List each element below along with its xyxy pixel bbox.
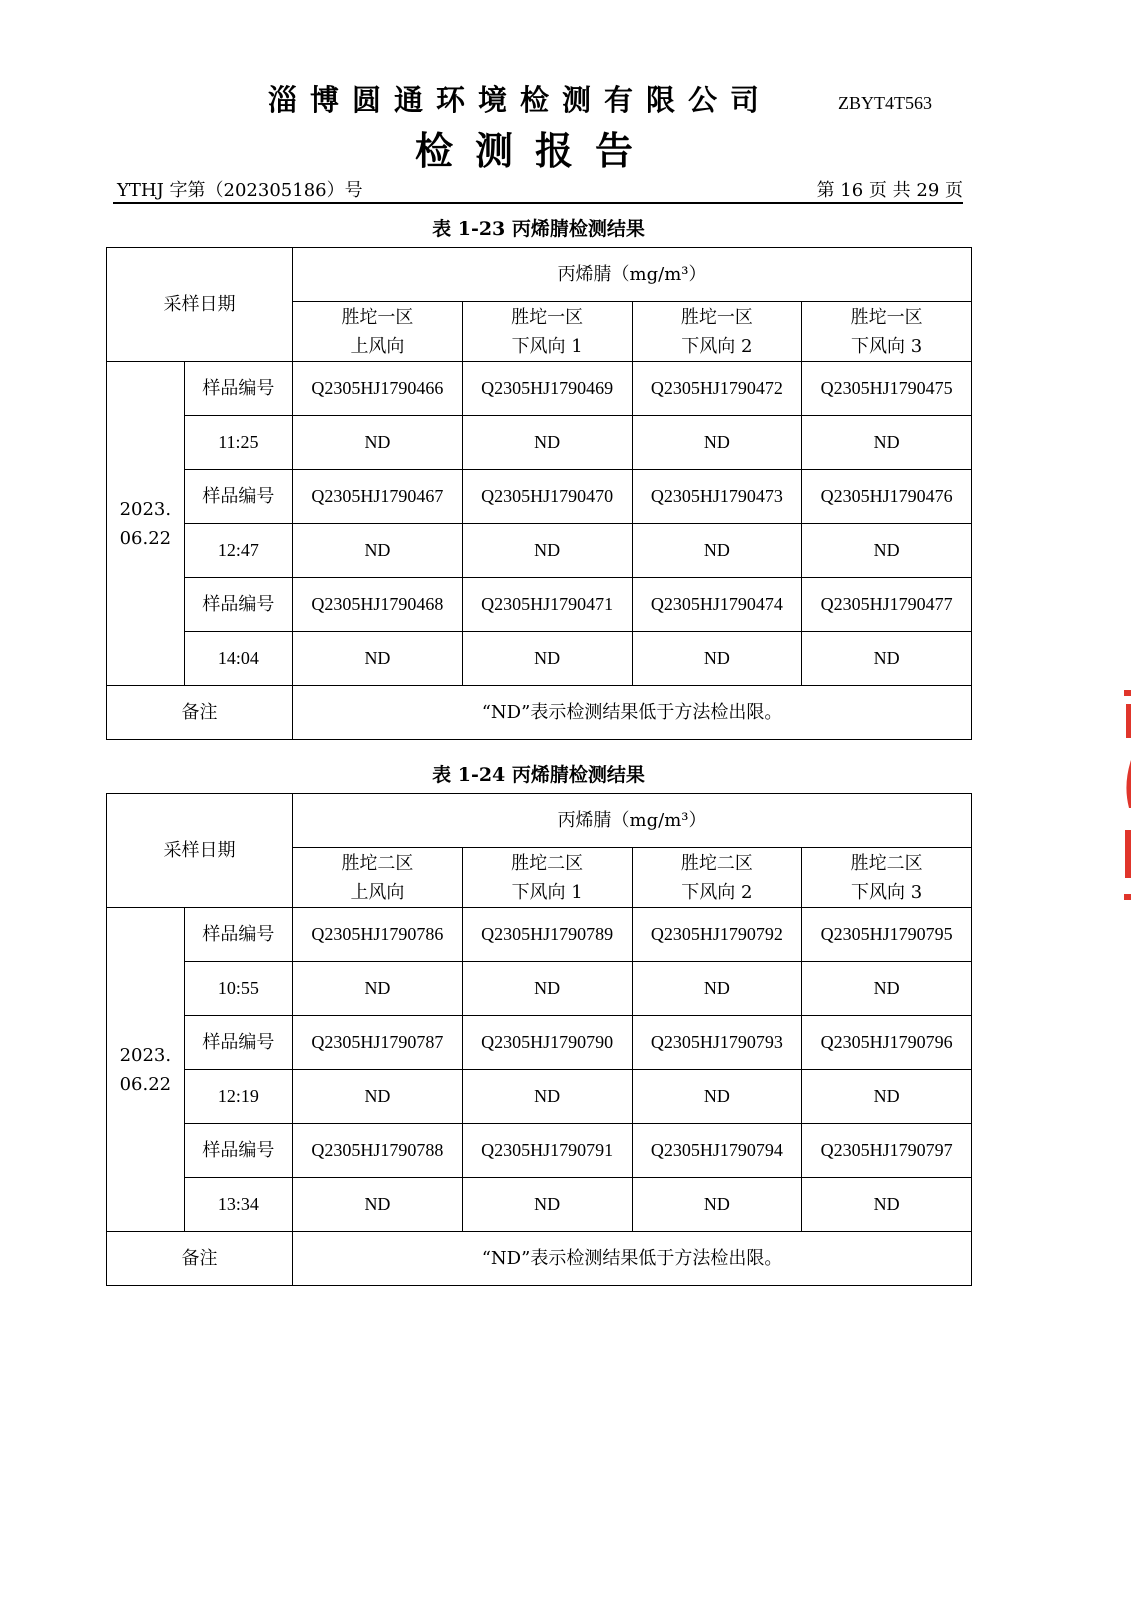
site-position: 下风向 1 (511, 881, 583, 903)
site-position: 下风向 2 (681, 335, 753, 357)
site-area: 胜坨二区 (511, 852, 584, 874)
document-code: ZBYT4T563 (838, 93, 932, 113)
sample-id-cell: Q2305HJ1790787 (293, 1016, 463, 1070)
site-position: 上风向 (350, 335, 405, 357)
parameter-header-cell: 丙烯腈（mg/m³） (293, 248, 972, 302)
site-header-cell (802, 302, 972, 362)
result-value-cell: ND (462, 962, 632, 1016)
note-text-cell: “ND”表示检测结果低于方法检出限。 (293, 686, 972, 740)
result-row (107, 416, 972, 470)
sample-id-label: 样品编号 (184, 908, 292, 962)
sample-id-row (107, 908, 972, 962)
sample-id-cell: Q2305HJ1790794 (632, 1124, 802, 1178)
results-table-2 (106, 793, 972, 1286)
sample-id-cell: Q2305HJ1790472 (632, 362, 802, 416)
sample-id-cell: Q2305HJ1790475 (802, 362, 972, 416)
site-header-cell (462, 302, 632, 362)
stamp-mark-2 (1126, 704, 1131, 738)
table-caption-1: 表 1-23 丙烯腈检测结果 (432, 218, 645, 240)
sample-id-cell: Q2305HJ1790786 (293, 908, 463, 962)
site-area: 胜坨一区 (850, 306, 923, 328)
results-table-1 (106, 247, 972, 740)
site-area: 胜坨二区 (680, 852, 753, 874)
table-caption-2: 表 1-24 丙烯腈检测结果 (432, 764, 645, 786)
sampling-time-cell: 13:34 (184, 1178, 292, 1232)
header-divider (113, 202, 963, 204)
sampling-time-cell: 12:47 (184, 524, 292, 578)
result-value-cell: ND (802, 632, 972, 686)
result-value-cell: ND (462, 632, 632, 686)
sample-id-cell: Q2305HJ1790790 (462, 1016, 632, 1070)
sampling-time-cell: 12:19 (184, 1070, 292, 1124)
sample-id-row (107, 362, 972, 416)
sample-id-label: 样品编号 (184, 362, 292, 416)
sample-id-cell: Q2305HJ1790469 (462, 362, 632, 416)
site-position: 下风向 3 (851, 881, 923, 903)
result-value-cell: ND (293, 416, 463, 470)
date-header-cell: 采样日期 (107, 248, 293, 362)
result-value-cell: ND (802, 1070, 972, 1124)
sampling-date: 2023.06.22 (119, 1044, 172, 1095)
sample-id-label: 样品编号 (184, 1016, 292, 1070)
sample-id-cell: Q2305HJ1790466 (293, 362, 463, 416)
result-value-cell: ND (293, 962, 463, 1016)
site-header-cell (632, 848, 802, 908)
result-row (107, 962, 972, 1016)
result-value-cell: ND (632, 1178, 802, 1232)
sampling-date: 2023.06.22 (119, 498, 172, 549)
sample-id-cell: Q2305HJ1790477 (802, 578, 972, 632)
sample-id-cell: Q2305HJ1790468 (293, 578, 463, 632)
sample-id-row (107, 470, 972, 524)
note-label-cell: 备注 (107, 686, 293, 740)
result-value-cell: ND (632, 1070, 802, 1124)
site-header-cell (462, 848, 632, 908)
result-row (107, 632, 972, 686)
result-value-cell: ND (293, 1070, 463, 1124)
sampling-time-cell: 14:04 (184, 632, 292, 686)
sample-id-label: 样品编号 (184, 470, 292, 524)
site-area: 胜坨一区 (511, 306, 584, 328)
result-value-cell: ND (462, 1070, 632, 1124)
sampling-time-cell: 10:55 (184, 962, 292, 1016)
sample-id-row (107, 1124, 972, 1178)
result-value-cell: ND (632, 962, 802, 1016)
sample-id-label: 样品编号 (184, 1124, 292, 1178)
sample-id-cell: Q2305HJ1790471 (462, 578, 632, 632)
sample-id-cell: Q2305HJ1790796 (802, 1016, 972, 1070)
site-area: 胜坨一区 (341, 306, 414, 328)
result-value-cell: ND (802, 1178, 972, 1232)
sample-id-cell: Q2305HJ1790789 (462, 908, 632, 962)
result-value-cell: ND (632, 416, 802, 470)
page-indicator: 第 16 页 共 29 页 (816, 180, 963, 201)
sample-id-row (107, 1016, 972, 1070)
sample-id-label: 样品编号 (184, 578, 292, 632)
site-area: 胜坨二区 (850, 852, 923, 874)
site-position: 上风向 (350, 881, 405, 903)
note-label-cell: 备注 (107, 1232, 293, 1286)
sample-id-cell: Q2305HJ1790791 (462, 1124, 632, 1178)
result-value-cell: ND (293, 1178, 463, 1232)
company-name: 淄博圆通环境检测有限公司 (267, 83, 772, 117)
sample-id-cell: Q2305HJ1790797 (802, 1124, 972, 1178)
result-row (107, 524, 972, 578)
result-value-cell: ND (293, 524, 463, 578)
site-header-cell (802, 848, 972, 908)
sample-id-cell: Q2305HJ1790474 (632, 578, 802, 632)
date-header-cell: 采样日期 (107, 794, 293, 908)
report-number: YTHJ 字第（202305186）号 (117, 180, 363, 201)
sample-id-cell: Q2305HJ1790793 (632, 1016, 802, 1070)
result-value-cell: ND (293, 632, 463, 686)
site-position: 下风向 1 (511, 335, 583, 357)
sample-id-cell: Q2305HJ1790788 (293, 1124, 463, 1178)
result-row (107, 1070, 972, 1124)
site-area: 胜坨二区 (341, 852, 414, 874)
sampling-date-cell (107, 908, 185, 1232)
site-position: 下风向 3 (851, 335, 923, 357)
site-header-cell (293, 302, 463, 362)
site-header-cell (293, 848, 463, 908)
sample-id-cell: Q2305HJ1790792 (632, 908, 802, 962)
sample-id-row (107, 578, 972, 632)
note-text-cell: “ND”表示检测结果低于方法检出限。 (293, 1232, 972, 1286)
result-value-cell: ND (462, 416, 632, 470)
result-value-cell: ND (462, 1178, 632, 1232)
site-position: 下风向 2 (681, 881, 753, 903)
sample-id-cell: Q2305HJ1790467 (293, 470, 463, 524)
stamp-mark-1 (1124, 690, 1131, 696)
result-value-cell: ND (802, 416, 972, 470)
sample-id-cell: Q2305HJ1790470 (462, 470, 632, 524)
site-header-cell (632, 302, 802, 362)
result-value-cell: ND (462, 524, 632, 578)
red-seal-stamp (1123, 690, 1131, 902)
result-value-cell: ND (632, 524, 802, 578)
parameter-header-cell: 丙烯腈（mg/m³） (293, 794, 972, 848)
result-value-cell: ND (632, 632, 802, 686)
sample-id-cell: Q2305HJ1790795 (802, 908, 972, 962)
report-title: 检测报告 (414, 128, 655, 173)
sampling-time-cell: 11:25 (184, 416, 292, 470)
result-value-cell: ND (802, 524, 972, 578)
stamp-mark-5 (1124, 894, 1131, 900)
sample-id-cell: Q2305HJ1790476 (802, 470, 972, 524)
sampling-date-cell (107, 362, 185, 686)
sample-id-cell: Q2305HJ1790473 (632, 470, 802, 524)
stamp-mark-3 (1126, 760, 1131, 808)
stamp-mark-4 (1125, 830, 1131, 878)
site-area: 胜坨一区 (680, 306, 753, 328)
result-row (107, 1178, 972, 1232)
result-value-cell: ND (802, 962, 972, 1016)
